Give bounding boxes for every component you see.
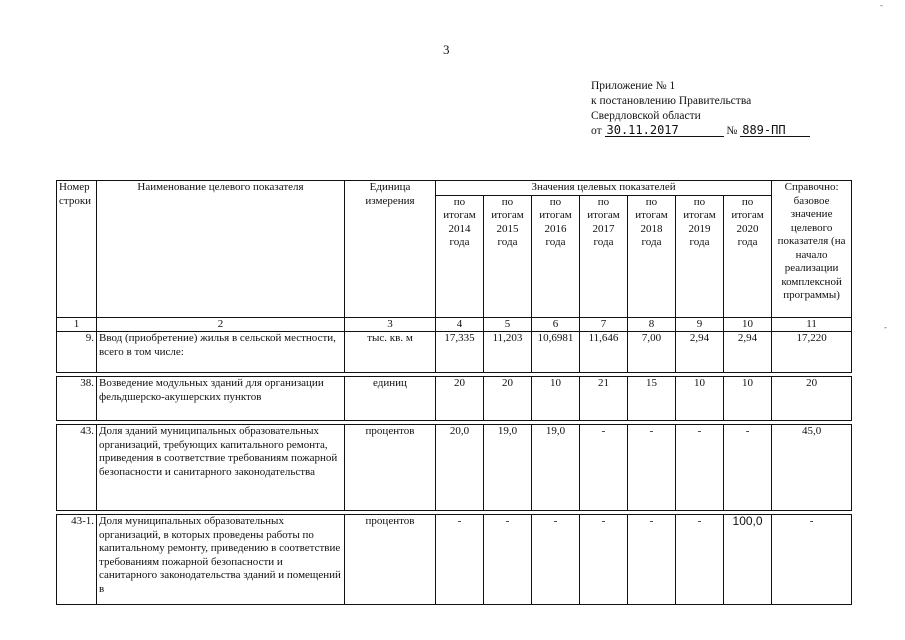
header-target-values: Значения целевых показателей [436,181,772,196]
indicator-name: Ввод (приобретение) жилья в сельской местности, всего в том числе: [97,332,345,373]
column-number: 8 [628,317,676,332]
value-cell: 10 [676,377,724,421]
header-reference: Справочно: базовое значение целевого показателя (на начало реализации комплексной программы) [772,181,852,318]
appendix-resolution: к постановлению Правительства [591,95,752,107]
header-year-2016: по итогам 2016 года [532,195,580,317]
row-number: 43. [57,425,97,511]
header-unit: Единица измерения [345,181,436,318]
reference-cell: 45,0 [772,425,852,511]
appendix-date-line [591,124,810,139]
value-cell: 17,335 [436,332,484,373]
value-cell: 21 [580,377,628,421]
value-cell: - [484,515,532,605]
row-number: 38. [57,377,97,421]
appendix-block [591,79,810,139]
indicator-name: Доля зданий муниципальных образовательных организаций, требующих капитального ремонта, приведения в соответствие требованиям пожарной безопасности и санитарного законодательства [97,425,345,511]
value-cell: 19,0 [484,425,532,511]
table-row [57,377,852,421]
indicators-table [56,180,852,605]
reference-cell: 20 [772,377,852,421]
column-number: 3 [345,317,436,332]
value-cell: - [628,425,676,511]
resolution-number: 889-ПП [740,124,810,137]
reference-cell: 17,220 [772,332,852,373]
value-cell: 11,646 [580,332,628,373]
value-cell: 2,94 [676,332,724,373]
value-cell: 100,0 [724,515,772,605]
value-cell: 19,0 [532,425,580,511]
header-year-2015: по итогам 2015 года [484,195,532,317]
column-number: 7 [580,317,628,332]
column-number: 11 [772,317,852,332]
value-cell: 11,203 [484,332,532,373]
indicator-name: Доля муниципальных образовательных организаций, в которых проведены работы по капитальному ремонту, приведению в соответствие требованиям пожарной безопасности и санитарного законодательства зданий и помещений в [97,515,345,605]
appendix-region: Свердловской области [591,110,701,122]
date-prefix: от [591,125,602,137]
row-number: 43-1. [57,515,97,605]
header-row-number: Номер строки [57,181,97,318]
value-cell: - [580,425,628,511]
table-row [57,425,852,511]
column-number: 5 [484,317,532,332]
value-cell: 10,6981 [532,332,580,373]
header-year-2017: по итогам 2017 года [580,195,628,317]
column-number: 9 [676,317,724,332]
indicator-name: Возведение модульных зданий для организации фельдшерско-акушерских пунктов [97,377,345,421]
value-cell: - [676,425,724,511]
header-year-2020: по итогам 2020 года [724,195,772,317]
unit-cell: процентов [345,515,436,605]
column-number: 6 [532,317,580,332]
column-number-row [57,317,852,332]
scan-mark: - [880,0,883,10]
value-cell: 7,00 [628,332,676,373]
header-year-2019: по итогам 2019 года [676,195,724,317]
value-cell: 20 [484,377,532,421]
header-year-2018: по итогам 2018 года [628,195,676,317]
value-cell: 20,0 [436,425,484,511]
header-year-2014: по итогам 2014 года [436,195,484,317]
page-number: 3 [443,42,450,57]
value-cell: - [676,515,724,605]
unit-cell: процентов [345,425,436,511]
value-cell: 10 [532,377,580,421]
value-cell: - [580,515,628,605]
header-indicator-name: Наименование целевого показателя [97,181,345,318]
unit-cell: единиц [345,377,436,421]
value-cell: - [436,515,484,605]
value-cell: 2,94 [724,332,772,373]
unit-cell: тыс. кв. м [345,332,436,373]
column-number: 4 [436,317,484,332]
column-number: 10 [724,317,772,332]
scan-mark: - [884,322,887,332]
row-number: 9. [57,332,97,373]
resolution-date: 30.11.2017 [605,124,724,137]
value-cell: 15 [628,377,676,421]
value-cell: 10 [724,377,772,421]
value-cell: - [532,515,580,605]
column-number: 1 [57,317,97,332]
value-cell: 20 [436,377,484,421]
value-cell: - [724,425,772,511]
table-row [57,332,852,373]
number-prefix: № [726,125,738,137]
appendix-title: Приложение № 1 [591,80,676,92]
reference-cell: - [772,515,852,605]
value-cell: - [628,515,676,605]
table-row [57,515,852,605]
column-number: 2 [97,317,345,332]
